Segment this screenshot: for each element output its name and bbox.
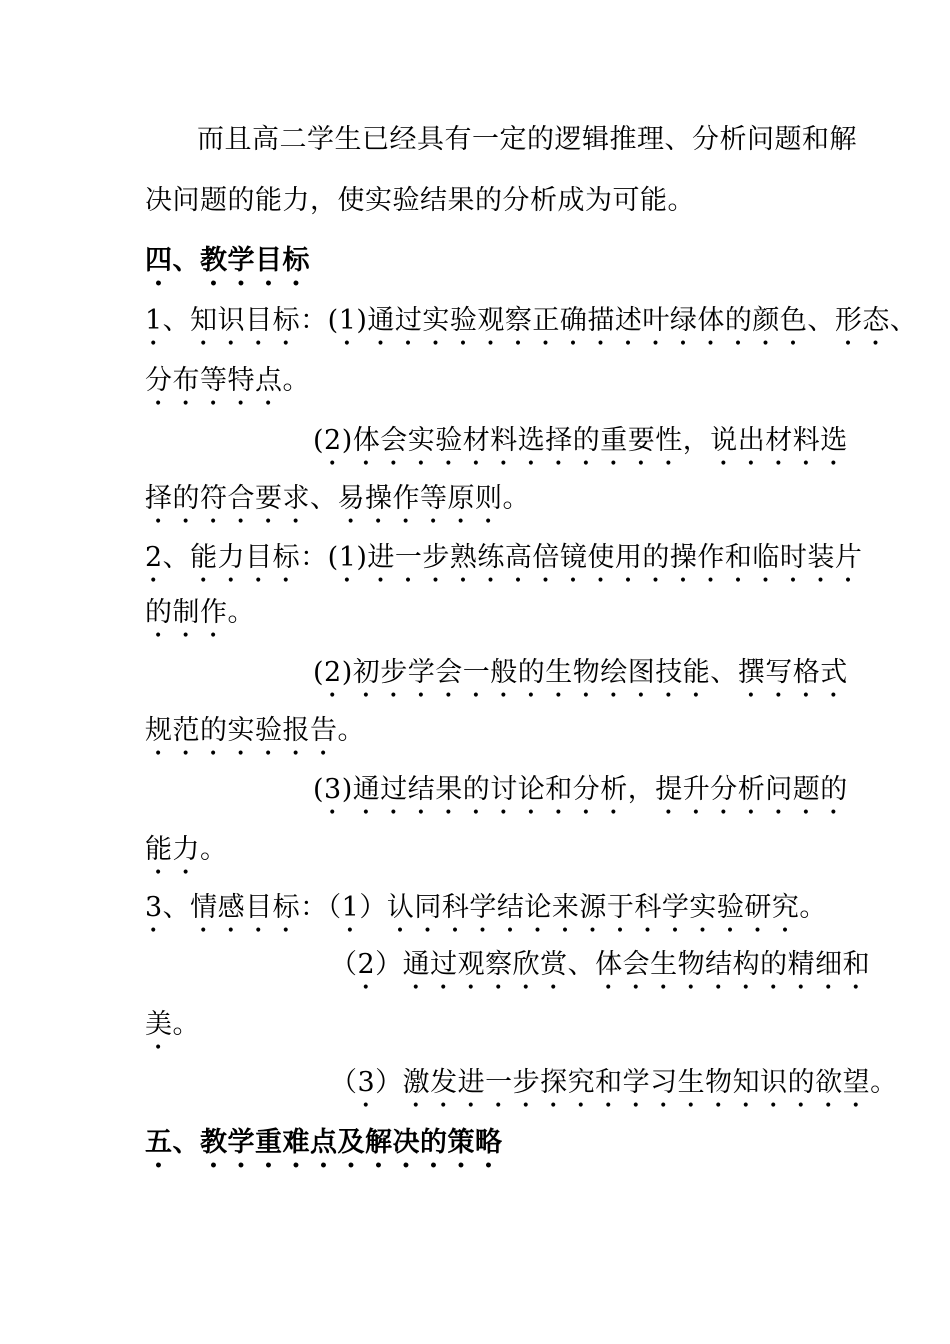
section-4-heading: 四、教学目标 [145, 245, 310, 276]
emotion-goal-line-4: （3）激发进一步探究和学习生物知识的欲望。 [330, 1067, 898, 1098]
emotion-goal-line-1: 3、情感目标：（1）认同科学结论来源于科学实验研究。 [145, 892, 827, 923]
ability-goal-line-5: (3)通过结果的讨论和分析，提升分析问题的 [313, 774, 848, 805]
ability-goal-line-4: 规范的实验报告。 [145, 715, 365, 746]
intro-paragraph-line-2: 决问题的能力，使实验结果的分析成为可能。 [145, 185, 695, 216]
emotion-goal-line-2: （2）通过观察欣赏、体会生物结构的精细和 [330, 949, 871, 980]
knowledge-goal-line-3: (2)体会实验材料选择的重要性，说出材料选 [313, 425, 848, 456]
ability-goal-line-2: 的制作。 [145, 597, 255, 628]
intro-paragraph-line-1: 而且高二学生已经具有一定的逻辑推理、分析问题和解 [197, 124, 857, 155]
ability-goal-line-3: (2)初步学会一般的生物绘图技能、撰写格式 [313, 657, 848, 688]
ability-goal-line-6: 能力。 [145, 834, 228, 865]
knowledge-goal-line-4: 择的符合要求、易操作等原则。 [145, 483, 530, 514]
knowledge-goal-line-2: 分布等特点。 [145, 365, 310, 396]
ability-goal-line-1: 2、能力目标：(1)进一步熟练高倍镜使用的操作和临时装片 [145, 542, 863, 573]
emotion-goal-line-3: 美。 [145, 1009, 200, 1040]
section-5-heading: 五、教学重难点及解决的策略 [145, 1127, 503, 1158]
knowledge-goal-line-1: 1、知识目标：(1)通过实验观察正确描述叶绿体的颜色、形态、 [145, 305, 918, 336]
